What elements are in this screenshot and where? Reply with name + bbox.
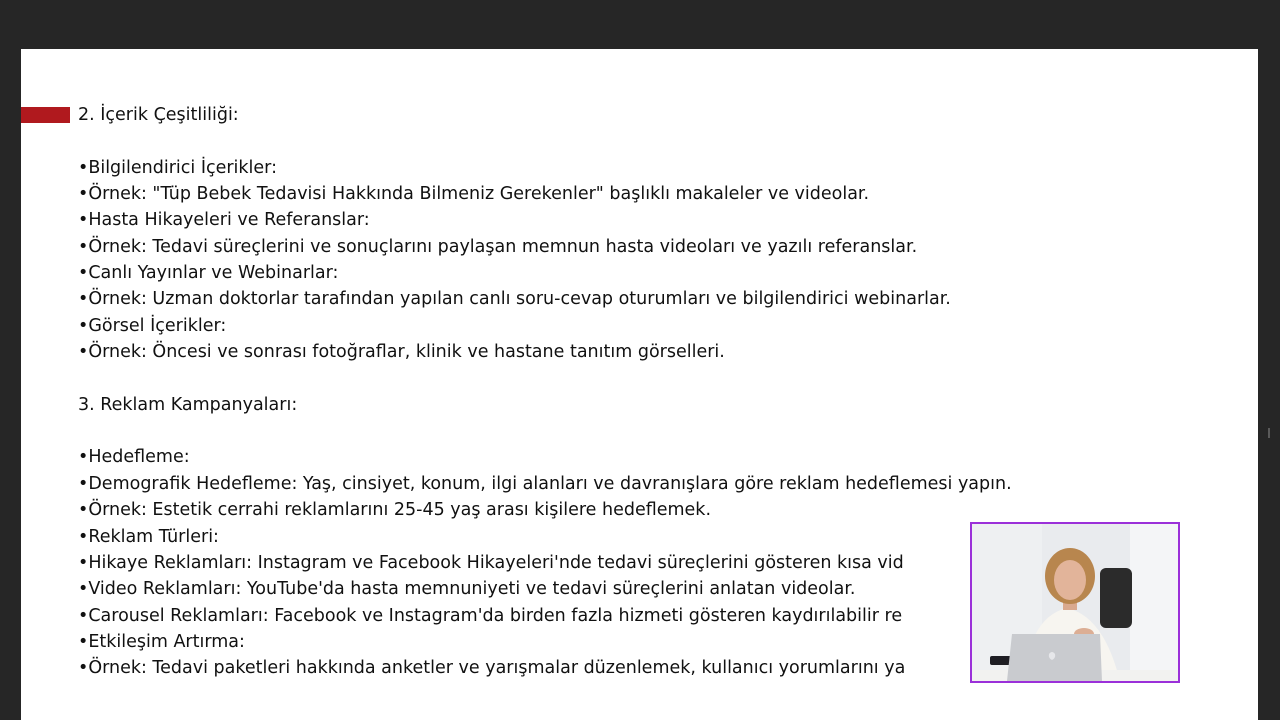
list-item: •Bilgilendirici İçerikler: [78,157,277,178]
list-item: •Demografik Hedefleme: Yaş, cinsiyet, konum, ilgi alanları ve davranışlara göre reklam hedeflemesi yapın. [78,473,1012,494]
section-heading: 2. İçerik Çeşitliliği: [78,105,239,125]
edge-marker [1268,428,1270,438]
slide-content [78,102,1012,682]
list-item: •Hasta Hikayeleri ve Referanslar: [78,210,370,231]
webcam-overlay[interactable] [970,522,1180,683]
list-item: •Örnek: Uzman doktorlar tarafından yapılan canlı soru-cevap oturumları ve bilgilendirici webinarlar. [78,289,951,310]
list-item: •Örnek: "Tüp Bebek Tedavisi Hakkında Bilmeniz Gerekenler" başlıklı makaleler ve videolar. [78,184,870,205]
spacer [78,365,1012,391]
list-item: •Video Reklamları: YouTube'da hasta memnuniyeti ve tedavi süreçlerini anlatan videolar. [78,579,856,600]
list-item: •Örnek: Tedavi süreçlerini ve sonuçlarını paylaşan memnun hasta videoları ve yazılı referanslar. [78,236,918,257]
list-item: •Canlı Yayınlar ve Webinarlar: [78,263,339,284]
list-item: •Hedefleme: [78,447,190,468]
list-item: •Örnek: Tedavi paketleri hakkında anketler ve yarışmalar düzenlemek, kullanıcı yorumlarını ya [78,658,906,679]
list-item: •Etkileşim Artırma: [78,631,245,652]
list-item: •Reklam Türleri: [78,526,219,547]
list-item: •Örnek: Estetik cerrahi reklamlarını 25-45 yaş arası kişilere hedeflemek. [78,500,712,521]
person-face [1054,560,1086,600]
webcam-scene [972,524,1178,681]
list-item: •Görsel İçerikler: [78,315,227,336]
chair [1100,568,1132,628]
spacer [78,418,1012,444]
list-item: •Carousel Reklamları: Facebook ve Instagram'da birden fazla hizmeti gösteren kaydırılabilir re [78,605,903,626]
accent-bar [21,107,70,123]
section-heading: 3. Reklam Kampanyaları: [78,394,298,415]
spacer [78,128,1012,154]
list-item: •Hikaye Reklamları: Instagram ve Facebook Hikayeleri'nde tedavi süreçlerini gösteren kısa vid [78,552,904,573]
list-item: •Örnek: Öncesi ve sonrası fotoğraflar, klinik ve hastane tanıtım görselleri. [78,342,725,363]
